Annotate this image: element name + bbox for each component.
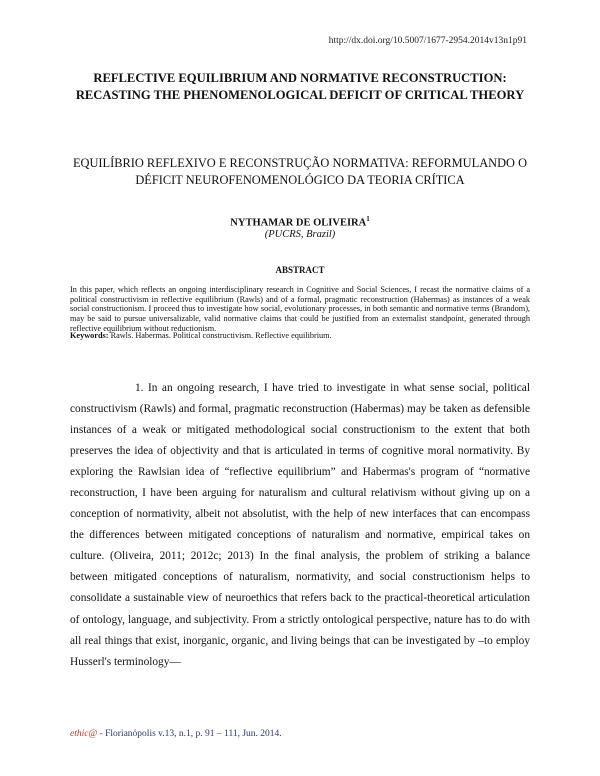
title-english: REFLECTIVE EQUILIBRIUM AND NORMATIVE RECONSTRUCTION: RECASTING THE PHENOMENOLOGICAL DEFICIT OF CRITICAL THEORY	[75, 71, 525, 102]
keywords-list: Rawls. Habermas. Political constructivism. Reflective equilibrium.	[110, 331, 332, 340]
abstract-heading: ABSTRACT	[275, 265, 325, 275]
journal-name: ethic@	[70, 729, 98, 739]
keywords-label: Keywords:	[70, 331, 109, 340]
author-footnote-mark[interactable]: 1	[366, 215, 370, 223]
title-portuguese: EQUILÍBRIO REFLEXIVO E RECONSTRUÇÃO NORMATIVA: REFORMULANDO O DÉFICIT NEUROFENOMENOLÓGICO DA TEORIA CRÍTICA	[72, 156, 528, 187]
page-footer	[70, 729, 282, 739]
abstract-text: In this paper, which reflects an ongoing interdisciplinary research in Cognitive and Social Sciences, I recast the normative claims of a political constructivism in reflective equilibrium (Rawls) and of a formal, pragmatic reconstruction (Habermas) as instances of a weak social constructionism. I proceed thus to investigate how social, evolutionary processes, in both semantic and normative terms (Brandom), may be said to pursue universalizable, valid normative claims that could be justified from an externalist standpoint, generated through reflective equilibrium without reductionism.	[70, 285, 530, 333]
doi-link[interactable]: http://dx.doi.org/10.5007/1677-2954.2014v13n1p91	[328, 36, 527, 46]
body-paragraph: 1. In an ongoing research, I have tried to investigate in what sense social, political constructivism (Rawls) and formal, pragmatic reconstruction (Habermas) may be taken as defensible instances of a weak or mitigated methodological social constructionism to the extent that both preserves the idea of objectivity and that is articulated in terms of cognitive moral normativity. By exploring the Rawlsian idea of “reflective equilibrium” and Habermas's program of “normative reconstruction, I have been arguing for naturalism and cultural relativism without giving up on a conception of normativity, albeit not absolutist, with the help of new interfaces that can encompass the differences between mitigated conceptions of naturalism and normative, empirical takes on culture. (Oliveira, 2011; 2012c; 2013) In the final analysis, the problem of striking a balance between mitigated conceptions of naturalism, normativity, and social constructionism helps to consolidate a sustainable view of neuroethics that refers back to the practical-theoretical articulation of ontology, language, and subjectivity. From a strictly ontological perspective, nature has to do with all real things that exist, inorganic, organic, and living beings that can be investigated by –to employ Husserl's terminology—	[70, 382, 530, 668]
author-name: NYTHAMAR DE OLIVEIRA	[230, 217, 367, 229]
keywords-line	[70, 331, 530, 341]
footer-citation: - Florianópolis v.13, n.1, p. 91 – 111, Jun. 2014.	[97, 729, 282, 739]
author-affiliation: (PUCRS, Brazil)	[264, 229, 336, 240]
